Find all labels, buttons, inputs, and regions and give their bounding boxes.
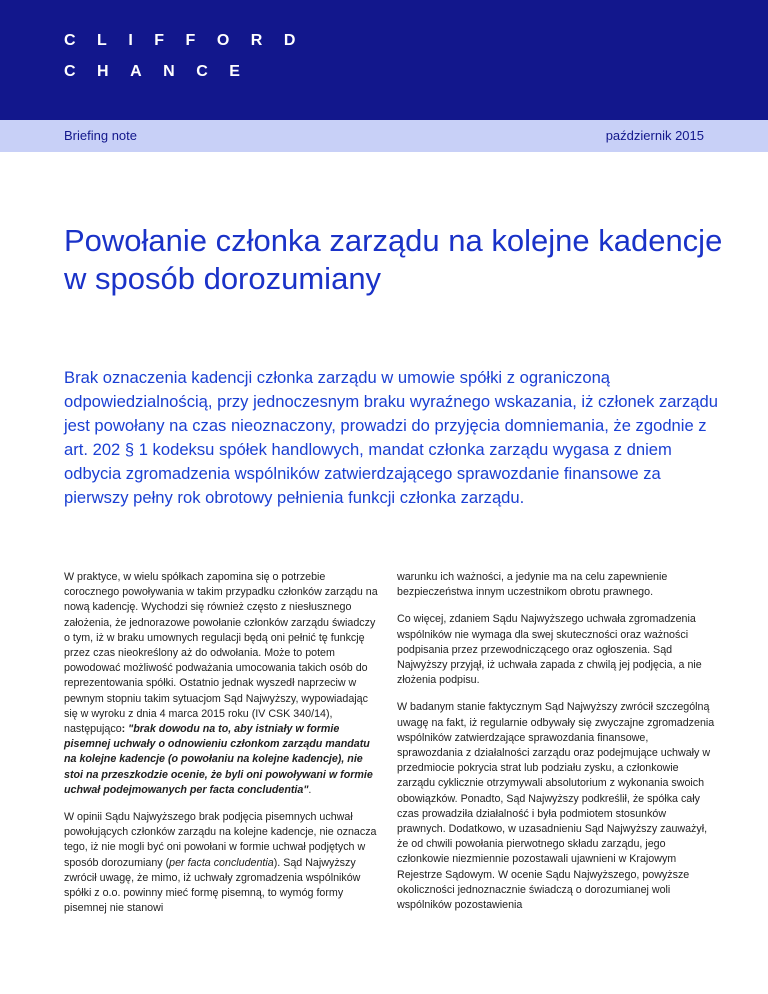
right-paragraph-3: W badanym stanie faktycznym Sąd Najwyższy zwrócił szczególną uwagę na fakt, iż regularnie odbywały się zwyczajne zgromadzenia wspólników zatwierdzające sprawozdania finansowe, sprawozdania z działalności zarządu oraz podejmujące uchwały w przedmiocie pokrycia strat lub podziału zysku, a członkowie zarządu cyklicznie otrzymywali absolutorium z wykonania swoich obowiązków. Ponadto, Sąd Najwyższy podkreślił, że spółka cały czas prowadziła działalność i była podmiotem stosunków prawnych. Dodatkowo, w uzasadnieniu Sąd Najwyższy zauważył, że od chwili powołania pierwotnego składu zarządu, jego członkowie niezmiennie pozostawali ujawnieni w Krajowym Rejestrze Sądowym. W ocenie Sądu Najwyższego, powyższe okoliczności jednoznacznie świadczą o dorozumianej woli wspólników pozostawienia <box>397 701 715 912</box>
court-quote: "brak dowodu na to, aby istniały w formie pisemnej uchwały o odnowieniu członkom zarządu mandatu na kolejne kadencje (o powołaniu na kolejne kadencje), nie stoi na przeszkodzie ocenie, że byli oni powoływani w formie uchwał podejmowanych per facta concludentia" <box>64 723 373 796</box>
right-paragraph-1: warunku ich ważności, a jedynie ma na celu zapewnienie bezpieczeństwa innym uczestnikom obrotu prawnego. <box>397 571 668 599</box>
publication-date: październik 2015 <box>605 128 704 143</box>
right-paragraph-2: Co więcej, zdaniem Sądu Najwyższego uchwała zgromadzenia wspólników nie wymaga dla swej skuteczności oraz ważności podpisania przez przewodniczącego oraz ogłoszenia. Sąd Najwyższy przyjął, iż uchwała zapada z chwilą jej podjęcia, a nie złożenia podpisu. <box>397 613 702 687</box>
left-p1-colon: : <box>121 723 126 736</box>
left-paragraph-2 <box>64 810 382 916</box>
page-title: Powołanie członka zarządu na kolejne kadencje w sposób dorozumiany <box>64 223 723 296</box>
header-band <box>0 0 768 120</box>
left-p2-a: W opinii Sądu Najwyższego brak podjęcia pisemnych uchwał powołujących członków zarządu na kolejne kadencje, nie oznacza tego, iż nie mogli być oni powołani w formie uchwał podjętych w sposób dorozumiany ( <box>64 811 377 869</box>
left-p2-italic: per facta concludentia <box>169 856 274 869</box>
lead-paragraph: Brak oznaczenia kadencji członka zarządu w umowie spółki z ograniczoną odpowiedzialnością, przy jednoczesnym braku wyraźnego wskazania, iż członek zarządu jest powołany na czas nieoznaczony, prowadzi do przyjęcia domniemania, że zgodnie z art. 202 § 1 kodeksu spółek handlowych, mandat członka zarządu wygasa z dniem odbycia zgromadzenia wspólników zatwierdzającego sprawozdanie finansowe za pierwszy pełny rok obrotowy pełnienia funkcji członka zarządu. <box>64 368 718 507</box>
left-p2-b: ). Sąd Najwyższy zwrócił uwagę, że mimo, iż uchwały zgromadzenia wspólników spółki z o.o. powinny mieć formę pisemną, to wymóg formy pisemnej nie stanowi <box>64 856 361 915</box>
logo-line-2: CHANCE <box>64 63 262 80</box>
clifford-chance-logo <box>64 33 317 80</box>
left-p1-text: W praktyce, w wielu spółkach zapomina się o potrzebie corocznego powoływania w takim przypadku członków zarządu na nową kadencję. Wychodzi się również często z niesłusznego założenia, że jednorazowe powołanie członków zarządu świadczy o tym, iż w braku umownych regulacji będą oni pełnić tę funkcję przez czas nieokreślony aż do odwołania. Może to potem powodować możliwość podważania umocowania takich osób do reprezentowania spółki. Ostatnio jednak wyszedł naprzeciw w pewnym stopniu takim sytuacjom Sąd Najwyższy, wypowiadając się w wyroku z dnia 4 marca 2015 roku (IV CSK 340/14), następująco <box>64 571 378 736</box>
left-column <box>64 570 382 928</box>
briefing-label: Briefing note <box>64 128 137 143</box>
logo-line-1: CLIFFORD <box>64 32 317 49</box>
left-p1-end: . <box>308 783 312 796</box>
right-column <box>397 570 715 925</box>
left-paragraph-1 <box>64 570 382 798</box>
